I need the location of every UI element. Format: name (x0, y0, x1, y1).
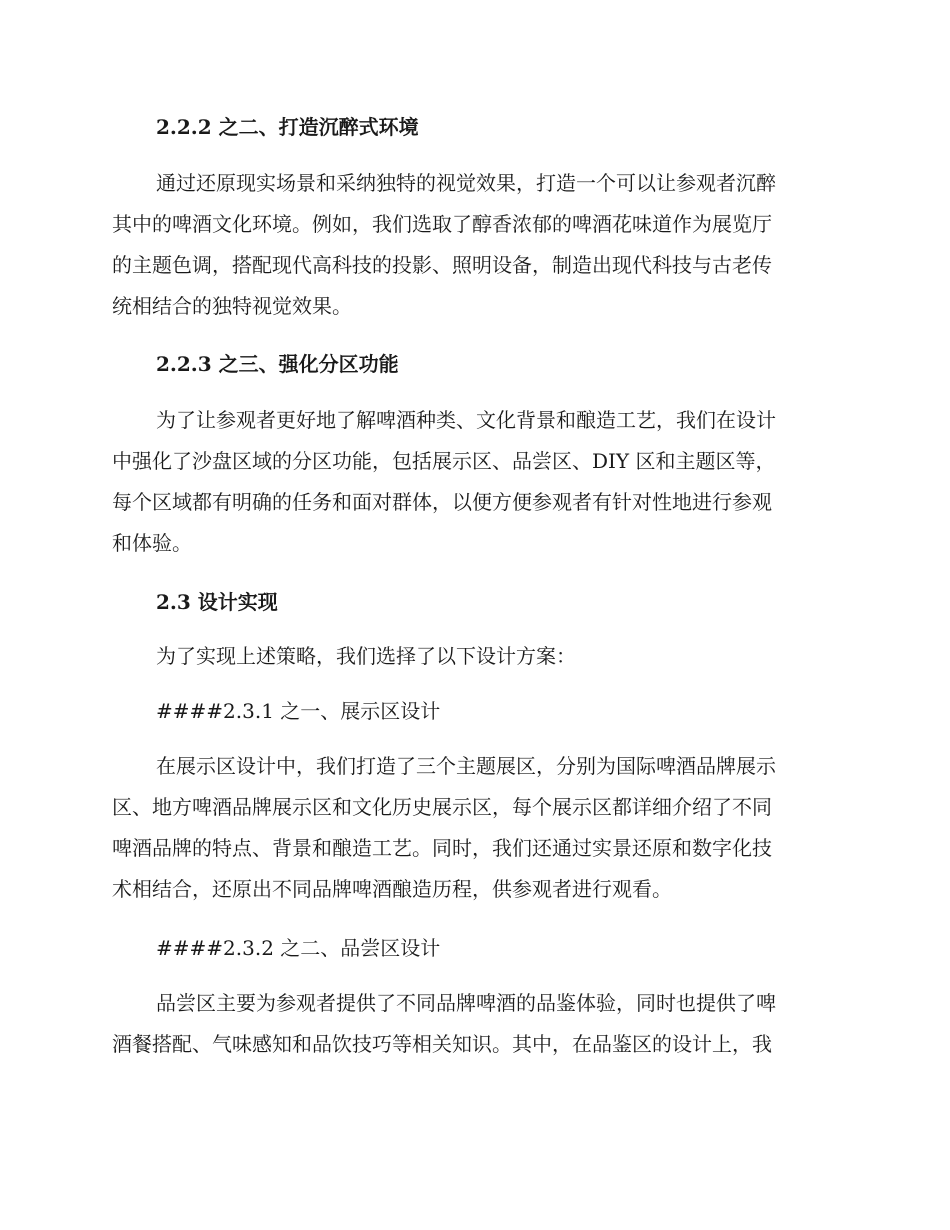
text-line: 其中的啤酒文化环境。例如，我们选取了醇香浓郁的啤酒花味道作为展览厅 (112, 212, 772, 236)
text-line: 区、地方啤酒品牌展示区和文化历史展示区，每个展示区都详细介绍了不同 (112, 795, 772, 819)
text-line: 术相结合，还原出不同品牌啤酒酿造历程，供参观者进行观看。 (112, 877, 672, 901)
text-line: 的主题色调，搭配现代高科技的投影、照明设备，制造出现代科技与古老传 (112, 253, 772, 277)
text-line: 中强化了沙盘区域的分区功能，包括展示区、品尝区、DIY 区和主题区等， (112, 449, 776, 473)
text-line: 统相结合的独特视觉效果。 (112, 294, 352, 318)
intro-line: 为了实现上述策略，我们选择了以下设计方案： (156, 644, 576, 668)
text-line: 品尝区主要为参观者提供了不同品牌啤酒的品鉴体验，同时也提供了啤 (156, 991, 776, 1015)
paragraph-immersive-environment (112, 163, 832, 327)
text-line: 在展示区设计中，我们打造了三个主题展区，分别为国际啤酒品牌展示 (156, 754, 776, 778)
section-heading-2-2-3: 2.2.3 之三、强化分区功能 (156, 352, 399, 376)
text-line: 为了让参观者更好地了解啤酒种类、文化背景和酿造工艺，我们在设计 (156, 408, 776, 432)
subheading-2-3-2: ####2.3.2 之二、品尝区设计 (156, 936, 441, 960)
section-heading-2-2-2: 2.2.2 之二、打造沉醉式环境 (156, 115, 419, 139)
text-line: 通过还原现实场景和采纳独特的视觉效果，打造一个可以让参观者沉醉 (156, 171, 776, 195)
text-line: 和体验。 (112, 531, 192, 555)
text-line: 啤酒品牌的特点、背景和酿造工艺。同时，我们还通过实景还原和数字化技 (112, 836, 772, 860)
section-heading-2-3: 2.3 设计实现 (156, 590, 278, 614)
paragraph-zoning-function (112, 400, 832, 564)
text-line: 酒餐搭配、气味感知和品饮技巧等相关知识。其中，在品鉴区的设计上，我 (112, 1032, 772, 1056)
text-line: 每个区域都有明确的任务和面对群体，以便方便参观者有针对性地进行参观 (112, 490, 772, 514)
paragraph-exhibition-area (112, 746, 832, 910)
paragraph-tasting-area (112, 983, 832, 1065)
subheading-2-3-1: ####2.3.1 之一、展示区设计 (156, 699, 441, 723)
